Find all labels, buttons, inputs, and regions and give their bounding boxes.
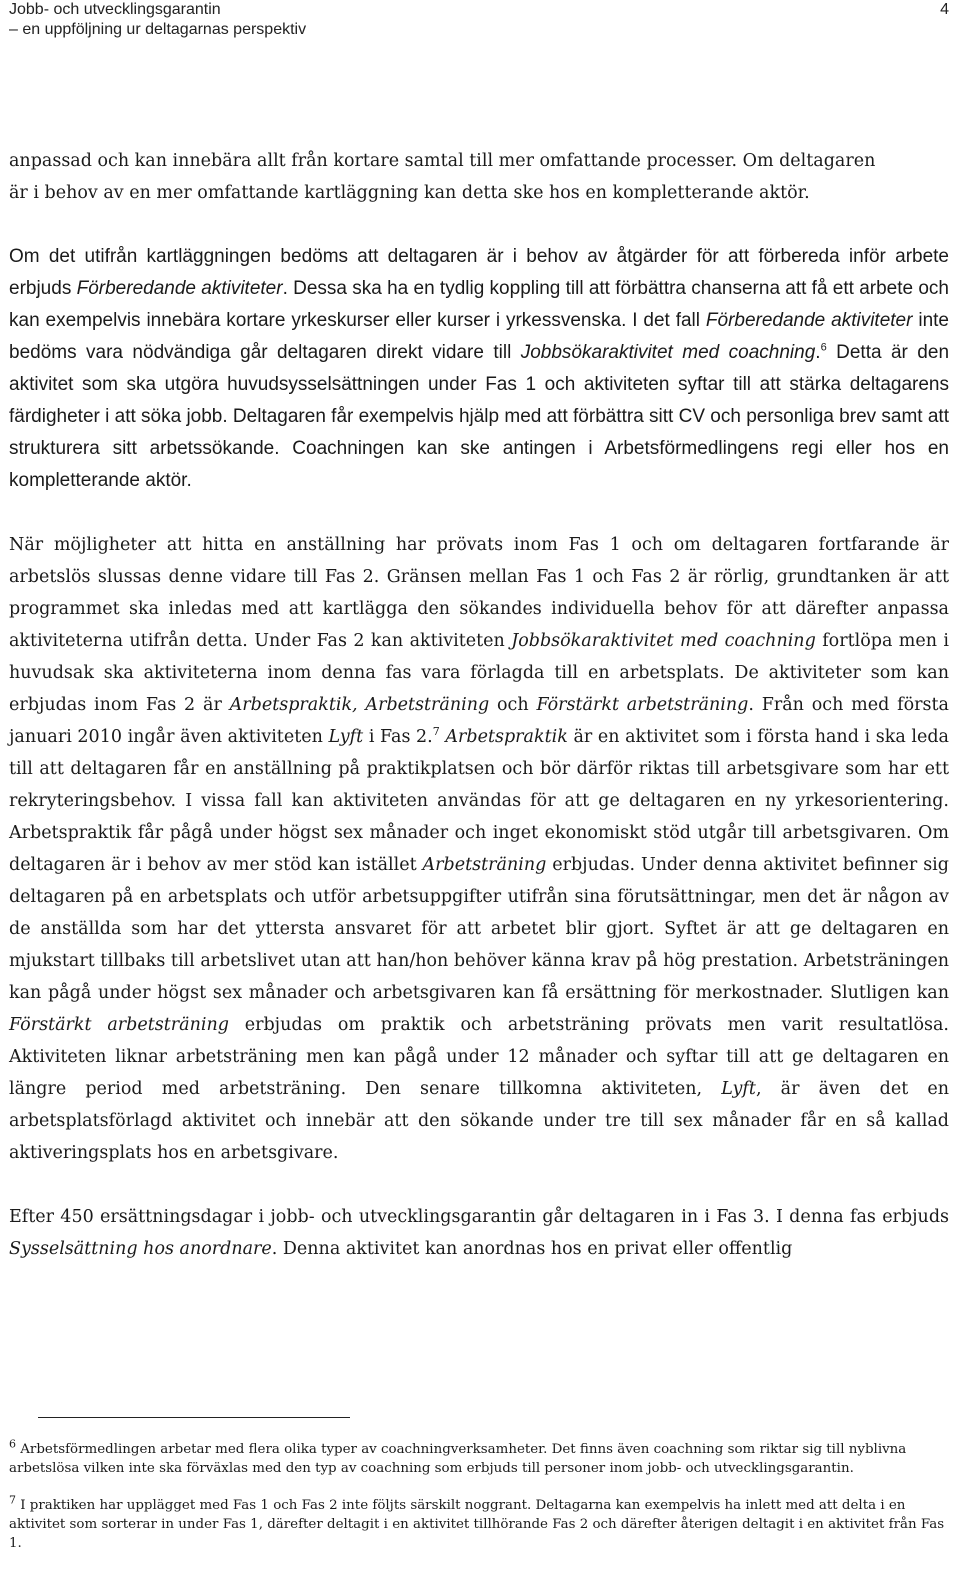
running-header [9,0,949,40]
paragraph-2 [9,241,949,497]
paragraph-3-text: När möjligheter att hitta en anställning har prövats inom Fas 1 och om deltagaren fortfarande är arbetslös slussas denne vidare till Fas 2. Gränsen mellan Fas 1 och Fas 2 är rörlig, grundtanken är att programmet ska inledas med att kartlägga den sökandes individuella behov för att därefter anpassa aktiviteterna utifrån detta. Under Fas 2 kan aktiviteten [9,535,949,651]
paragraph-3-text: i Fas 2. [363,727,433,747]
paragraph-3-text: är en aktivitet som i första hand i ska leda till att deltagaren får en anställning på praktikplatsen och bör därför riktas till arbetsgivare som har ett rekryteringsbehov. I vissa fall kan aktiviteten användas för att ge deltagaren en ny yrkesorientering. Arbetspraktik får pågå under högst sex månader och inget ekonomiskt stöd utgår till arbetsgivaren. Om deltagaren är i behov av mer stöd kan istället [9,727,949,875]
term-arbetspraktik-arbetstraning: Arbetspraktik, Arbetsträning [229,695,490,715]
header-title-line2: – en uppföljning ur deltagarnas perspektiv [9,21,307,38]
footnote-text: I praktiken har upplägget med Fas 1 och Fas 2 inte följts särskilt noggrant. Deltagarna kan exempelvis ha inlett med att delta i en aktivitet som sorterar in under Fas 1, därefter deltagit i en aktivitet tillhörande Fas 2 och därefter återigen deltagit i en aktivitet från Fas 1. [9,1498,945,1551]
footnote-6 [9,1437,949,1478]
paragraph-2-text: inte bedöms vara nödvändiga går deltagaren direkt vidare till [9,310,949,363]
paragraph-2-text: Detta är den aktivitet som ska utgöra huvudsysselsättningen under Fas 1 och aktiviteten syftar till att stärka deltagarens färdigheter i att söka jobb. Deltagaren får exempelvis hjälp med att förbättra sitt CV och personliga brev samt att strukturera sitt arbetssökande. Coachningen kan ske antingen i Arbetsförmedlingens regi eller hos en kompletterande aktör. [9,342,950,491]
paragraph-2-text: Om det utifrån kartläggningen bedöms att deltagaren är i behov av åtgärder för att förbereda inför arbete erbjuds [9,246,949,299]
header-title-line1: Jobb- och utvecklingsgarantin [9,1,221,18]
paragraph-3 [9,529,949,1169]
paragraph-2-text: . Dessa ska ha en tydlig koppling till att förbättra chanserna att få ett arbete och kan exempelvis innebära kortare yrkeskurser eller kurser i yrkessvenska. I det fall [9,278,950,331]
term-forstarkt-arbetstraning: Förstärkt arbetsträning [9,1015,229,1035]
term-jobbsokaraktivitet: Jobbsökaraktivitet med coachning [520,342,816,363]
paragraph-3-text: . Från och med första januari 2010 ingår även aktiviteten [9,695,949,747]
paragraph-3-text: , är även det en arbetsplatsförlagd aktivitet och innebär att den sökande under tre till sex månader får en så kallad aktiveringsplats hos en arbetsgivare. [9,1079,949,1163]
term-forberedande-aktiviteter: Förberedande aktiviteter [705,310,913,331]
paragraph-3-text: erbjudas. Under denna aktivitet befinner sig deltagaren på en arbetsplats och utför arbetsuppgifter utifrån sina förutsättningar, men det är någon av de anställda som har det yttersta ansvaret för att arbetet blir gjort. Syftet är att ge deltagaren en mjukstart tillbaks till arbetslivet utan att han/hon behöver känna krav på hög prestation. Arbetsträningen kan pågå under högst sex månader och arbetsgivaren kan få ersättning för merkostnader. Slutligen kan [9,855,949,1003]
body-text [9,145,949,1265]
term-forberedande-aktiviteter: Förberedande aktiviteter [76,278,283,299]
footnote-ref-7[interactable]: 7 [432,725,440,739]
footnote-separator [38,1417,350,1418]
paragraph-2-text: . [815,342,821,363]
term-forstarkt-arbetstraning: Förstärkt arbetsträning [536,695,749,715]
footnote-7 [9,1493,949,1553]
footnotes [9,1437,949,1571]
paragraph-1-line-2: är i behov av en mer omfattande kartläggning kan detta ske hos en kompletterande aktör. [9,183,810,203]
footnote-ref-6[interactable]: 6 [820,341,827,354]
term-sysselsattning-hos-anordnare: Sysselsättning hos anordnare [9,1239,272,1259]
page-number: 4 [940,1,949,18]
term-jobbsokaraktivitet: Jobbsökaraktivitet med coachning [511,631,816,651]
term-arbetstraning: Arbetsträning [422,855,547,875]
term-lyft: Lyft [328,727,364,747]
term-lyft: Lyft [721,1079,756,1099]
paragraph-3-text: erbjudas om praktik och arbetsträning prövats men varit resultatlösa. Aktiviteten liknar arbetsträning men kan pågå under 12 månader och syftar till att ge deltagaren en längre period med arbetsträning. Den senare tillkomna aktiviteten, [9,1015,949,1099]
paragraph-4-text: Efter 450 ersättningsdagar i jobb- och utvecklingsgarantin går deltagaren in i Fas 3. I denna fas erbjuds [9,1207,949,1227]
paragraph-4 [9,1201,949,1265]
paragraph-3-text: och [489,695,537,715]
paragraph-1-line-1: anpassad och kan innebära allt från kortare samtal till mer omfattande processer. Om deltagaren [9,151,876,171]
paragraph-4-text: . Denna aktivitet kan anordnas hos en privat eller offentlig [271,1239,793,1259]
footnote-number: 6 [9,1437,16,1451]
paragraph-3-text: fortlöpa men i huvudsak ska aktiviteterna inom denna fas vara förlagda till en arbetsplats. De aktiviteter som kan erbjudas inom Fas 2 är [9,631,949,715]
term-arbetspraktik: Arbetspraktik [445,727,568,747]
footnote-text: Arbetsförmedlingen arbetar med flera olika typer av coachningverksamheter. Det finns även coachning som riktar sig till nyblivna arbetslösa vilken inte ska förväxlas med den typ av coachning som erbjuds till personer inom jobb- och utvecklingsgarantin. [9,1442,907,1476]
footnote-number: 7 [9,1493,16,1507]
paragraph-1 [9,145,949,209]
